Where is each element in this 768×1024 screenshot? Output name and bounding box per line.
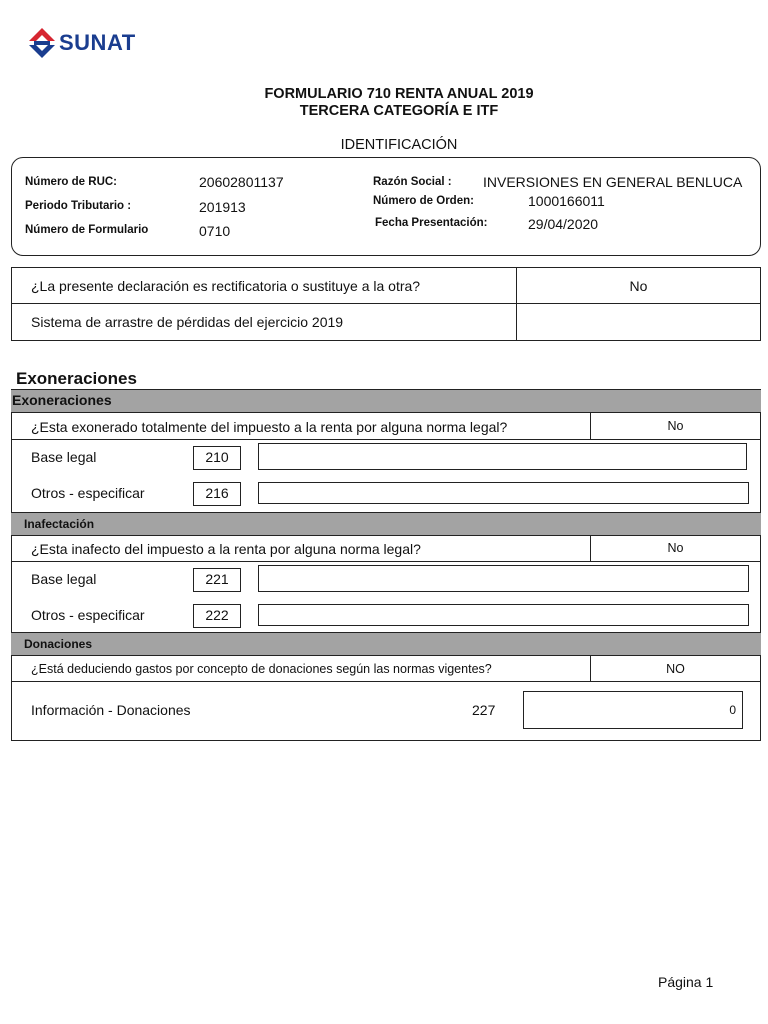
form-subtitle: TERCERA CATEGORÍA E ITF [299,103,499,119]
inafectacion-header-label: Inafectación [24,517,95,531]
exoneraciones-header-label: Exoneraciones [12,392,112,408]
donaciones-answer: NO [666,662,685,676]
ruc-label: Número de RUC: [25,176,118,188]
divider [11,681,761,682]
orden-label: Número de Orden: [373,195,474,207]
fecha-label: Fecha Presentación: [375,217,488,229]
donaciones-question: ¿Está deduciendo gastos por concepto de donaciones según las normas vigentes? [31,662,492,676]
inafecto-question: ¿Esta inafecto del impuesto a la renta por alguna norma legal? [31,541,421,557]
info-donaciones-label: Información - Donaciones [31,702,191,718]
ina-base-legal-label: Base legal [31,571,97,587]
razon-social-label: Razón Social : [373,176,452,188]
ina-otros-code: 222 [193,604,241,628]
identificacion-heading: IDENTIFICACIÓN [340,137,458,153]
exoneraciones-section-title: Exoneraciones [16,369,137,388]
ruc-value: 20602801137 [199,174,284,190]
rectificatoria-answer: No [629,278,648,294]
divider [11,303,761,304]
inafectacion-header [11,512,761,536]
info-donaciones-field[interactable] [523,691,743,729]
exo-base-legal-input[interactable] [258,443,747,470]
page-number: Página 1 [658,974,714,990]
exo-otros-input[interactable] [258,482,749,504]
exoneraciones-header [11,389,761,413]
rectificatoria-question: ¿La presente declaración es rectificatoria o sustituye a la otra? [31,278,421,294]
inafecto-answer: No [667,541,684,555]
orden-value: 1000166011 [528,193,605,209]
ina-otros-input[interactable] [258,604,749,626]
razon-social-value: INVERSIONES EN GENERAL BENLUCA [483,174,743,190]
donaciones-header [11,632,761,656]
exonerado-answer: No [667,419,684,433]
sunat-logo-icon [26,27,58,59]
formulario-value: 0710 [199,223,231,239]
exo-base-legal-label: Base legal [31,449,97,465]
exonerado-question: ¿Esta exonerado totalmente del impuesto a la renta por alguna norma legal? [31,419,508,435]
form-title: FORMULARIO 710 RENTA ANUAL 2019 [264,86,534,102]
info-donaciones-code: 227 [472,702,496,718]
ina-base-legal-input[interactable] [258,565,749,592]
arrastre-question: Sistema de arrastre de pérdidas del ejercicio 2019 [31,314,344,330]
exo-base-legal-code: 210 [193,446,241,470]
sunat-logo [26,27,156,59]
divider [11,561,761,562]
fecha-value: 29/04/2020 [528,216,599,232]
ina-base-legal-code: 221 [193,568,241,592]
exo-otros-label: Otros - especificar [31,485,145,501]
exo-otros-code: 216 [193,482,241,506]
divider [11,439,761,440]
info-donaciones-value: 0 [729,703,736,717]
periodo-label: Periodo Tributario : [25,200,132,212]
formulario-label: Número de Formulario [25,224,149,236]
ina-otros-label: Otros - especificar [31,607,145,623]
periodo-value: 201913 [199,199,246,215]
sunat-logo-text: SUNAT [59,30,136,55]
donaciones-header-label: Donaciones [24,637,93,651]
